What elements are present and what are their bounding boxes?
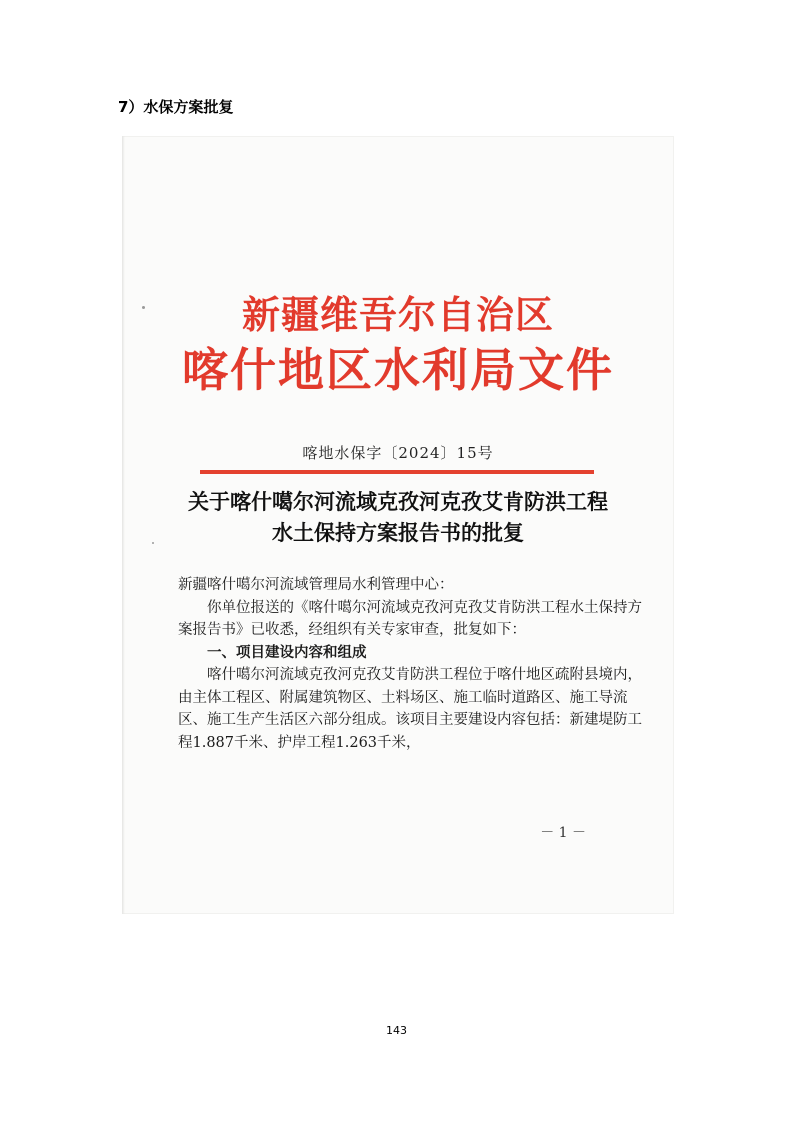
inner-page-mark: － 1 － [540,825,586,841]
body-paragraph: 喀什噶尔河流域克孜河克孜艾肯防洪工程位于喀什地区疏附县境内，由主体工程区、附属建筑物区、土料场区、施工临时道路区、施工导流区、施工生产生活区六部分组成。该项目主要建设内容包括：新建堤防工程1.887千米、护岸工程1.263千米， [178,667,642,751]
page-number: 143 [386,1024,407,1037]
body-subheading: 一、项目建设内容和组成 [207,644,367,661]
section-heading: 7）水保方案批复 [118,98,234,116]
document-body [178,574,648,754]
document-title-line1: 关于喀什噶尔河流域克孜河克孜艾肯防洪工程 [188,489,608,514]
document-title [122,486,674,548]
document-number: 喀地水保字〔2024〕15号 [302,444,494,462]
body-paragraph: 你单位报送的《喀什噶尔河流域克孜河克孜艾肯防洪工程水土保持方案报告书》已收悉，经组织有关专家审查，批复如下： [178,599,642,638]
document-title-line2: 水土保持方案报告书的批复 [272,520,524,545]
red-divider [200,470,594,474]
addressee: 新疆喀什噶尔河流域管理局水利管理中心： [178,577,454,593]
letterhead-org-title: 喀什地区水利局文件 [182,343,614,397]
letterhead-org-name: 新疆维吾尔自治区 [241,292,554,337]
scanned-document [122,136,674,914]
